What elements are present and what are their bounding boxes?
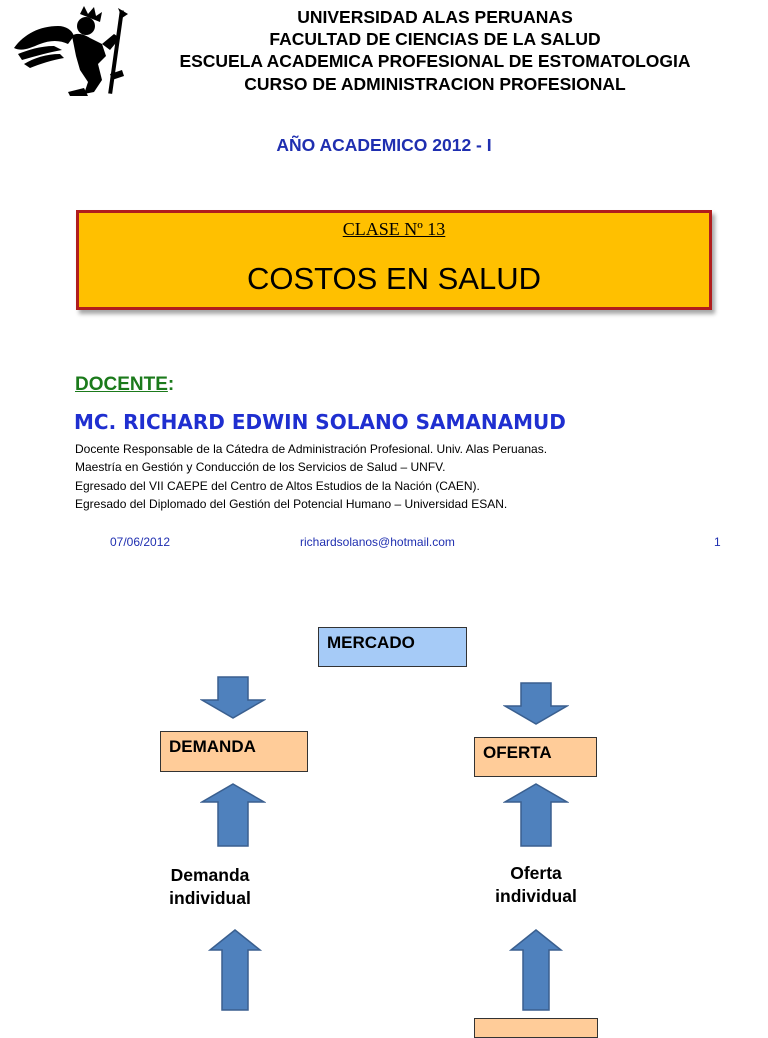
title-box — [76, 210, 712, 310]
cv-line-4: Egresado del Diplomado del Gestión del Potencial Humano – Universidad ESAN. — [75, 497, 508, 511]
page-title: COSTOS EN SALUD — [246, 261, 541, 296]
demanda-individual-line-1: Demanda — [170, 865, 250, 885]
arrow-down-icon — [200, 676, 266, 720]
footer-date: 07/06/2012 — [110, 535, 171, 549]
oferta-individual-label — [476, 862, 596, 908]
university-name: UNIVERSIDAD ALAS PERUANAS — [297, 7, 573, 27]
winged-warrior-logo-icon — [10, 4, 138, 98]
oferta-individual-line-2: individual — [495, 886, 577, 906]
cv-line-1: Docente Responsable de la Cátedra de Administración Profesional. Univ. Alas Peruanas. — [75, 442, 548, 456]
course-name: CURSO DE ADMINISTRACION PROFESIONAL — [244, 74, 626, 94]
docente-heading — [75, 374, 174, 396]
footer-page-number: 1 — [714, 535, 721, 549]
demanda-individual-line-2: individual — [169, 888, 251, 908]
school-name: ESCUELA ACADEMICA PROFESIONAL DE ESTOMATOLOGIA — [179, 51, 691, 71]
demanda-individual-label — [150, 864, 270, 910]
arrow-up-icon — [208, 928, 262, 1012]
docente-name: MC. RICHARD EDWIN SOLANO SAMANAMUD — [74, 410, 566, 434]
academic-year: AÑO ACADEMICO 2012 - I — [276, 135, 492, 155]
partial-box — [474, 1018, 598, 1038]
docente-colon: : — [167, 374, 175, 395]
arrow-down-icon — [503, 682, 569, 726]
arrow-up-icon — [200, 782, 266, 848]
faculty-name: FACULTAD DE CIENCIAS DE LA SALUD — [269, 29, 601, 49]
cv-line-3: Egresado del VII CAEPE del Centro de Altos Estudios de la Nación (CAEN). — [75, 479, 480, 493]
cv-line-2: Maestría en Gestión y Conducción de los Servicios de Salud – UNFV. — [75, 460, 446, 474]
oferta-individual-line-1: Oferta — [510, 863, 562, 883]
mercado-box: MERCADO — [318, 627, 467, 667]
class-number: CLASE Nº 13 — [342, 219, 446, 239]
arrow-up-icon — [503, 782, 569, 848]
footer-email: richardsolanos@hotmail.com — [300, 535, 455, 549]
arrow-up-icon — [509, 928, 563, 1012]
docente-label: DOCENTE — [75, 374, 168, 395]
oferta-box: OFERTA — [474, 737, 597, 777]
demanda-box: DEMANDA — [160, 731, 308, 772]
